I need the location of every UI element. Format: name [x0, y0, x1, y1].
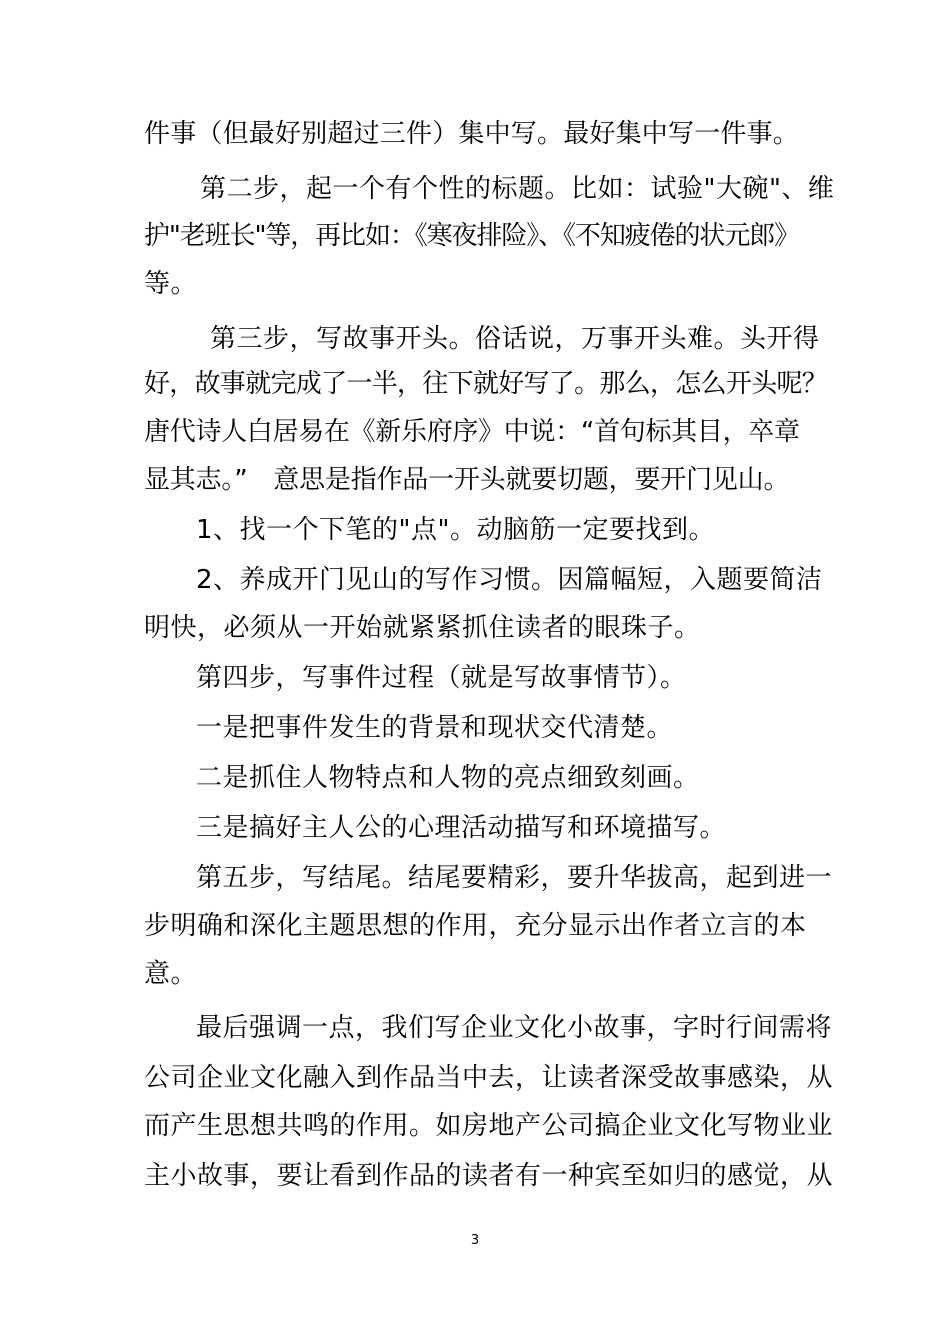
text-line: 第二步，起一个有个性的标题。比如：试验"大碗"、维 [200, 174, 835, 204]
text-line: 显其志。” 意思是指作品一开头就要切题，要开门见山。 [144, 465, 790, 495]
text-line: 一是把事件发生的背景和现状交代清楚。 [196, 713, 674, 743]
text-line: 第三步，写故事开头。俗话说，万事开头难。头开得 [210, 324, 820, 354]
text-line: 2、养成开门见山的写作习惯。因篇幅短，入题要简洁 [196, 565, 823, 595]
text-line: 最后强调一点，我们写企业文化小故事，字时行间需将 [196, 1013, 833, 1043]
text-line: 等。 [144, 269, 198, 299]
text-line: 明快，必须从一开始就紧紧抓住读者的眼珠子。 [144, 613, 701, 643]
text-line: 步明确和深化主题思想的作用，充分显示出作者立言的本 [144, 911, 807, 941]
text-line: 件事（但最好别超过三件）集中写。最好集中写一件事。 [144, 119, 800, 149]
text-line: 第五步，写结尾。结尾要精彩，要升华拔高，起到进一 [196, 863, 833, 893]
text-line: 公司企业文化融入到作品当中去，让读者深受故事感染，从 [144, 1063, 834, 1093]
page-number: 3 [470, 1233, 480, 1248]
text-line: 第四步，写事件过程（就是写故事情节）。 [196, 663, 687, 693]
text-line: 三是搞好主人公的心理活动描写和环境描写。 [196, 813, 727, 843]
text-line: 主小故事，要让看到作品的读者有一种宾至如归的感觉，从 [144, 1161, 834, 1191]
text-line: 好，故事就完成了一半，往下就好写了。那么，怎么开头呢？ [144, 369, 828, 399]
text-line: 而产生思想共鸣的作用。如房地产公司搞企业文化写物业业 [144, 1111, 834, 1141]
text-line: 护"老班长"等，再比如：《寒夜排险》、《不知疲倦的状元郎》 [144, 221, 800, 251]
text-line: 意。 [144, 959, 198, 989]
text-line: 1、找一个下笔的"点"。动脑筋一定要找到。 [196, 515, 715, 545]
text-line: 二是抓住人物特点和人物的亮点细致刻画。 [196, 763, 700, 793]
text-line: 唐代诗人白居易在《新乐府序》中说：“首句标其目，卒章 [144, 417, 800, 447]
